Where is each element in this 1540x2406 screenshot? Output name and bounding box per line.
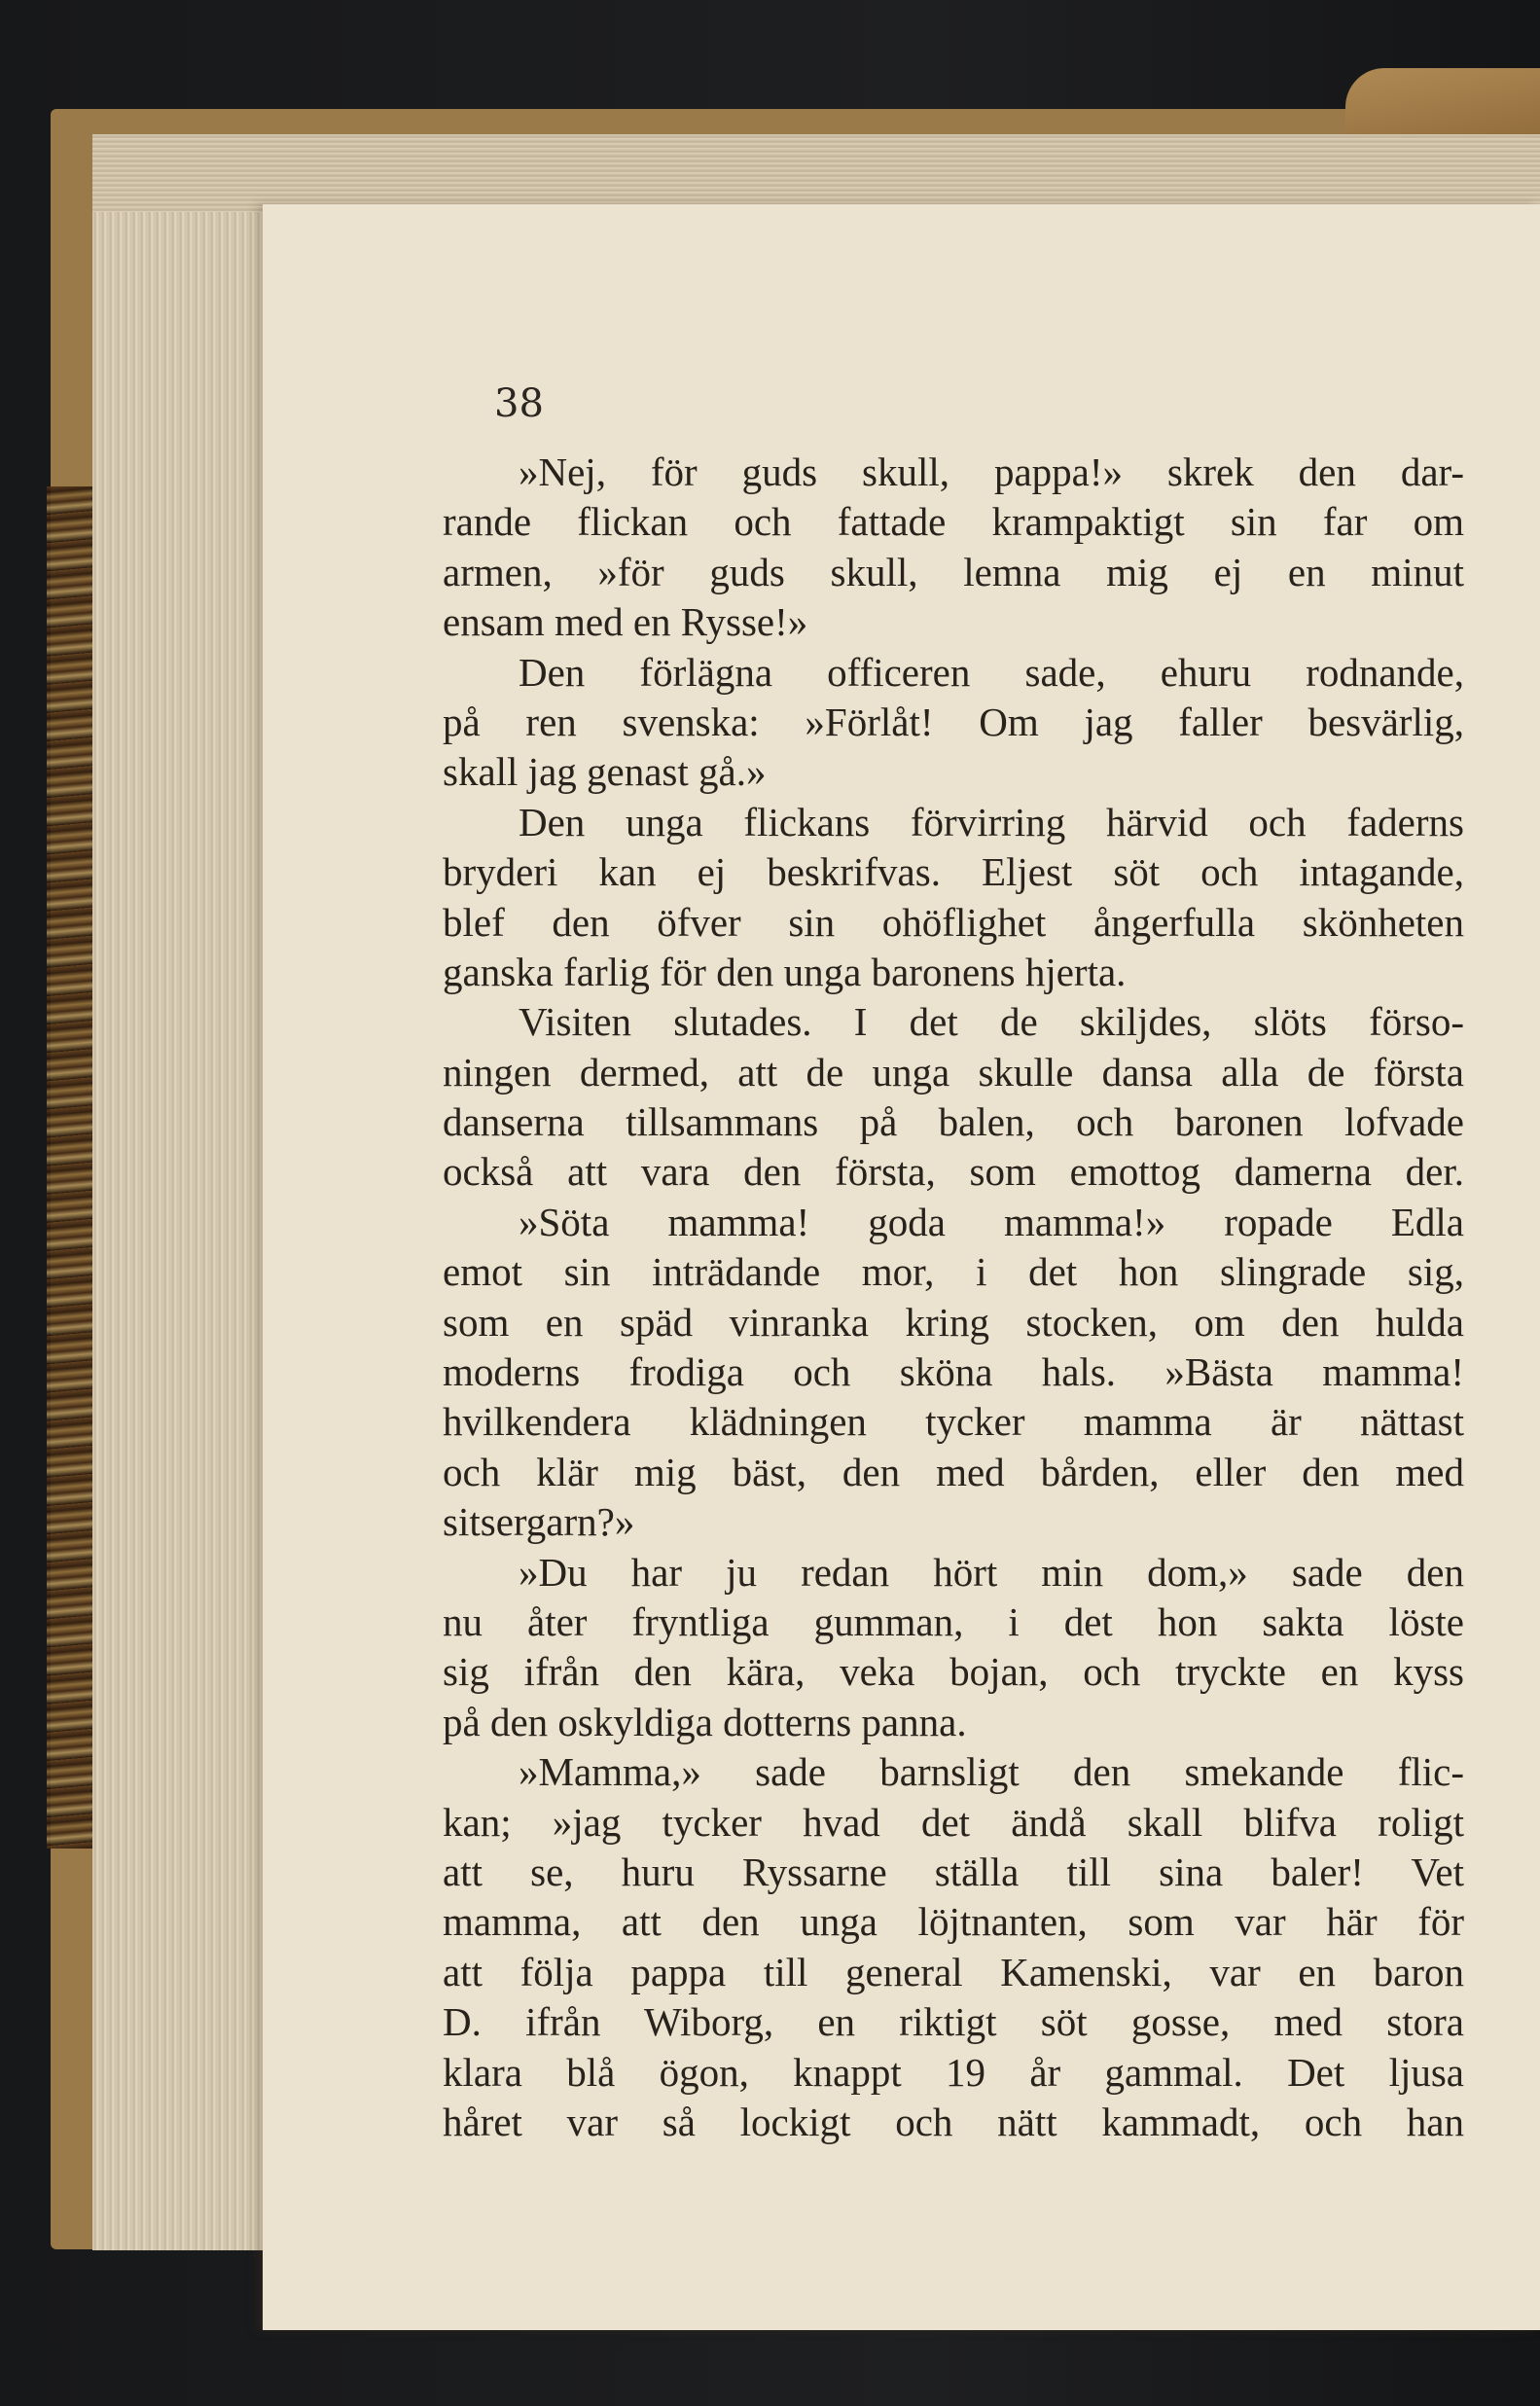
text-line: D. ifrån Wiborg, en riktigt söt gosse, med stora xyxy=(443,1999,1464,2045)
text-line: på ren svenska: »Förlåt! Om jag faller besvärlig, xyxy=(443,699,1464,744)
text-line: att se, huru Ryssarne ställa till sina baler! Vet xyxy=(443,1849,1464,1894)
text-line: moderns frodiga och sköna hals. »Bästa mamma! xyxy=(443,1349,1464,1395)
text-line: emot sin inträdande mor, i det hon slingrade sig, xyxy=(443,1249,1464,1295)
text-line: ningen dermed, att de unga skulle dansa alla de första xyxy=(443,1049,1464,1095)
marbled-endpaper xyxy=(47,486,95,1849)
text-line: hvilkendera klädningen tycker mamma är nättast xyxy=(443,1399,1464,1445)
text-line: danserna tillsammans på balen, och baronen lofvade xyxy=(443,1099,1464,1145)
text-line: kan; »jag tycker hvad det ändå skall blifva roligt xyxy=(443,1799,1464,1845)
text-line: som en späd vinranka kring stocken, om den hulda xyxy=(443,1299,1464,1345)
text-line: Den förlägna officeren sade, ehuru rodnande, xyxy=(519,649,1464,695)
text-line: att följa pappa till general Kamenski, var en baron xyxy=(443,1949,1464,1994)
text-line: håret var så lockigt och nätt kammadt, och han xyxy=(443,2099,1464,2144)
text-line: Den unga flickans förvirring härvid och faderns xyxy=(519,799,1464,844)
text-line: bryderi kan ej beskrifvas. Eljest söt och intagande, xyxy=(443,849,1464,895)
text-line: »Du har ju redan hört min dom,» sade den xyxy=(519,1549,1464,1595)
text-line: nu åter fryntliga gumman, i det hon sakta löste xyxy=(443,1598,1464,1644)
text-line: på den oskyldiga dotterns panna. xyxy=(443,1699,967,1744)
text-line: mamma, att den unga löjtnanten, som var här för xyxy=(443,1899,1464,1945)
text-line: Visiten slutades. I det de skiljdes, slöts förso- xyxy=(519,999,1464,1045)
text-line: skall jag genast gå.» xyxy=(443,749,767,795)
text-line: ensam med en Rysse!» xyxy=(443,599,808,645)
text-line: också att vara den första, som emottog damerna der. xyxy=(443,1149,1464,1195)
text-line: rande flickan och fattade krampaktigt sin far om xyxy=(443,499,1464,545)
text-line: och klär mig bäst, den med bården, eller den med xyxy=(443,1449,1464,1494)
text-line: ganska farlig för den unga baronens hjerta. xyxy=(443,949,1127,994)
page-edges-top xyxy=(92,134,1540,212)
text-line: sitsergarn?» xyxy=(443,1499,635,1545)
text-line: armen, »för guds skull, lemna mig ej en minut xyxy=(443,549,1464,594)
text-line: »Nej, för guds skull, pappa!» skrek den dar- xyxy=(519,449,1464,494)
text-line: »Söta mamma! goda mamma!» ropade Edla xyxy=(519,1199,1464,1244)
page-number: 38 xyxy=(494,381,544,426)
text-line: klara blå ögon, knappt 19 år gammal. Det ljusa xyxy=(443,2049,1464,2095)
text-line: blef den öfver sin ohöflighet ångerfulla skönheten xyxy=(443,899,1464,945)
body-text xyxy=(443,448,1464,2147)
text-line: »Mamma,» sade barnsligt den smekande flic- xyxy=(519,1749,1464,1795)
text-line: sig ifrån den kära, veka bojan, och tryckte en kyss xyxy=(443,1649,1464,1695)
